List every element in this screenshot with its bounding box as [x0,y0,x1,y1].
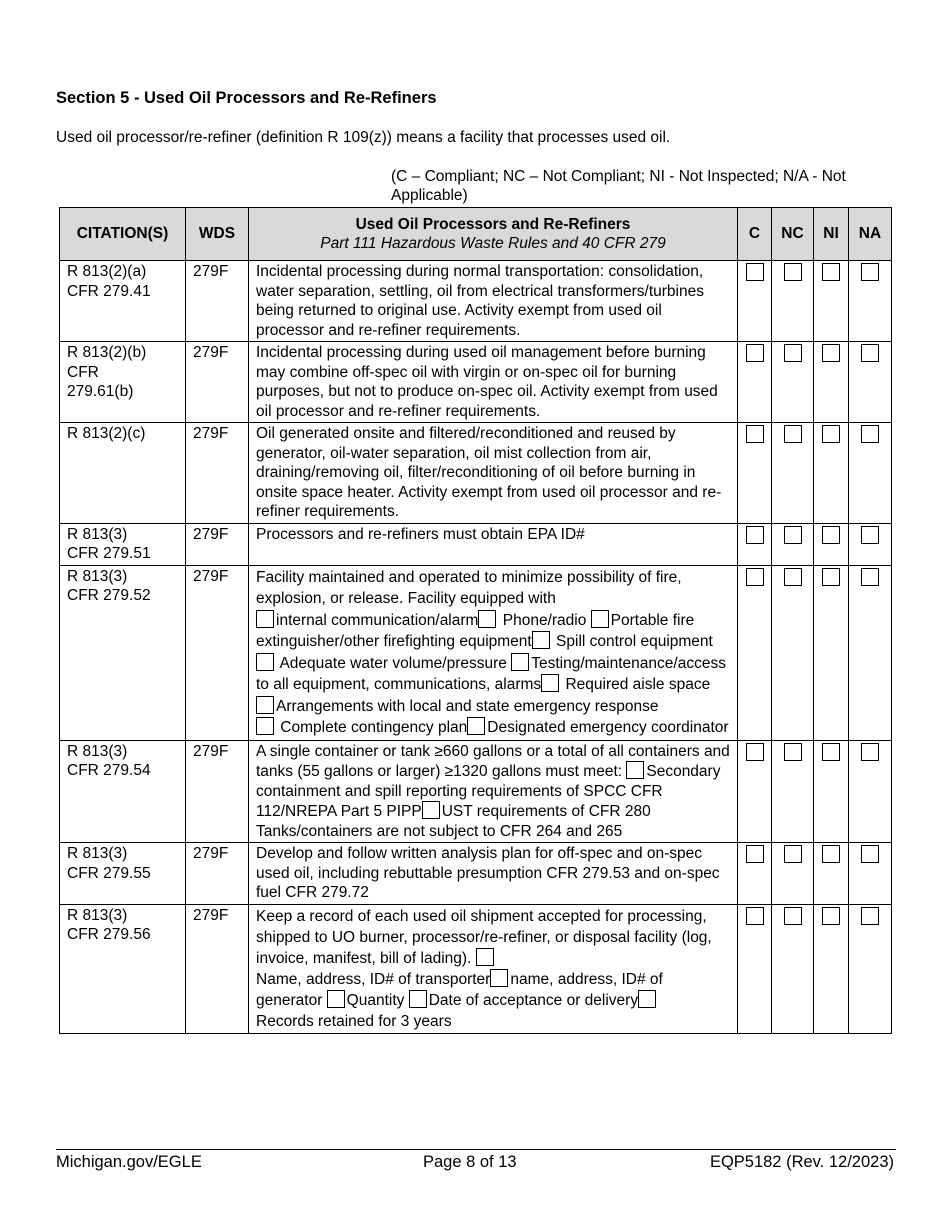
footer-form-id: EQP5182 (Rev. 12/2023) [709,1153,894,1171]
not-inspected-checkbox[interactable] [814,523,849,565]
not-inspected-checkbox[interactable] [814,904,849,1033]
coordinator-label: Designated emergency coordinator [487,719,729,736]
not-inspected-checkbox[interactable] [814,843,849,905]
phone-label: Phone/radio [498,611,591,629]
requirement-cell: Incidental processing during used oil management before burning may combine off-spec oil with virgin or on-spec oil for burning purposes, but not to produce on-spec oil. Activity exempt from used oil processor and re-refiner requirements. [249,342,738,423]
footer-website: Michigan.gov/EGLE [56,1153,202,1171]
not-compliant-checkbox[interactable] [772,423,814,524]
compliant-checkbox[interactable] [738,904,772,1033]
transporter-checkbox[interactable] [490,969,508,987]
not-compliant-checkbox[interactable] [772,843,814,905]
wds-cell: 279F [186,523,249,565]
legend-text: (C – Compliant; NC – Not Compliant; NI - Not Inspected; N/A - Not Applicable) [391,168,846,204]
table-row [60,261,892,342]
not-inspected-checkbox[interactable] [814,261,849,342]
citation-line: CFR 279.56 [67,926,151,943]
requirement-text: A single container or tank ≥660 gallons or a total of all containers and tanks (55 gallons or larger) ≥1320 gallons must meet: [256,742,730,780]
header-ni: NI [814,208,849,261]
header-na: NA [849,208,892,261]
citation-line: R 813(2)(a) [67,263,147,280]
contingency-plan-checkbox[interactable] [256,717,274,735]
ust-checkbox[interactable] [422,801,440,819]
compliant-checkbox[interactable] [738,523,772,565]
header-c: C [738,208,772,261]
not-applicable-checkbox[interactable] [849,423,892,524]
date-label: Date of acceptance or delivery [428,991,639,1009]
water-volume-label: Adequate water volume/pressure [276,654,512,672]
contingency-plan-label: Complete contingency plan [276,719,468,736]
wds-cell: 279F [186,843,249,905]
wds-cell: 279F [186,565,249,740]
definition-text: Used oil processor/re-refiner (definition R 109(z)) means a facility that processes used oil. [56,129,671,146]
table-row [60,342,892,423]
section-title: Section 5 - Used Oil Processors and Re-Refiners [56,89,437,107]
requirement-cell: Oil generated onsite and filtered/reconditioned and reused by generator, oil-water separation, oil mist collection from air, draining/removing oil, filter/reconditioning of oil before burning in onsite space heater. Activity exempt from used oil processor and re-refiner requirements. [249,423,738,524]
spill-control-checkbox[interactable] [532,631,550,649]
citation-line: R 813(3) [67,567,128,585]
table-row [60,740,892,843]
spill-control-label: Spill control equipment [551,633,713,650]
emergency-arrangements-label: Arrangements with local and state emergency response [276,697,659,715]
not-inspected-checkbox[interactable] [814,423,849,524]
ust-label: UST requirements of CFR 280 Tanks/containers are not subject to CFR 264 and 265 [256,803,651,840]
emergency-arrangements-checkbox[interactable] [256,696,274,714]
citation-line: CFR 279.54 [67,762,151,779]
wds-cell: 279F [186,904,249,1033]
compliant-checkbox[interactable] [738,843,772,905]
header-wds: WDS [186,208,249,261]
not-applicable-checkbox[interactable] [849,565,892,740]
aisle-space-checkbox[interactable] [541,674,559,692]
compliance-table [59,207,892,1034]
table-row [60,843,892,905]
testing-checkbox[interactable] [511,653,529,671]
citation-line: R 813(2)(c) [67,425,146,442]
not-inspected-checkbox[interactable] [814,342,849,423]
requirement-cell: Incidental processing during normal transportation: consolidation, water separation, settling, oil from electrical transformers/turbines being returned to original use. Activity exempt from used oil processor and re-refiner requirements. [249,261,738,342]
header-subtitle: Part 111 Hazardous Waste Rules and 40 CFR 279 [320,235,666,252]
header-title-text: Used Oil Processors and Re-Refiners [355,215,631,233]
secondary-containment-checkbox[interactable] [626,761,644,779]
citation-line: CFR 279.51 [67,545,151,562]
citation-line: CFR [67,363,99,381]
footer-divider [56,1149,896,1150]
citation-line: R 813(3) [67,906,128,924]
alarm-label: internal communication/alarm [276,611,479,629]
wds-cell: 279F [186,342,249,423]
compliant-checkbox[interactable] [738,565,772,740]
citation-line: R 813(3) [67,845,128,862]
citation-cell [60,843,186,905]
not-applicable-checkbox[interactable] [849,523,892,565]
requirement-cell: Develop and follow written analysis plan for off-spec and on-spec used oil, including rebuttable presumption CFR 279.53 and on-spec fuel CFR 279.72 [249,843,738,905]
citation-line: R 813(3) [67,742,128,760]
citation-line: R 813(3) [67,525,128,543]
compliant-checkbox[interactable] [738,740,772,843]
wds-cell: 279F [186,740,249,843]
header-citation: CITATION(S) [60,208,186,261]
table-header-row [60,208,892,261]
table-row [60,423,892,524]
records-label: Records retained for 3 years [256,1012,452,1030]
wds-cell: 279F [186,261,249,342]
citation-line: 279.61(b) [67,383,134,400]
citation-cell [60,904,186,1033]
date-checkbox[interactable] [638,990,656,1008]
requirement-cell [249,740,738,843]
quantity-label: Quantity [346,991,409,1009]
citation-line: R 813(2)(b) [67,344,147,361]
table-row [60,904,892,1033]
requirement-text: Keep a record of each used oil shipment accepted for processing, shipped to UO burner, processor/re-refiner, or disposal facility (log, invoice, manifest, bill of lading). [256,907,712,967]
requirement-cell [249,565,738,740]
header-title [249,208,738,261]
secondary-containment-label: Secondary containment and spill reporting requirements of SPCC CFR 112/NREPA Part 5 PIPP [256,763,721,820]
citation-line: CFR 279.55 [67,864,151,882]
log-checkbox[interactable] [476,948,494,966]
citation-line: CFR 279.52 [67,587,151,604]
not-compliant-checkbox[interactable] [772,904,814,1033]
generator-checkbox[interactable] [327,990,345,1008]
not-applicable-checkbox[interactable] [849,261,892,342]
aisle-space-label: Required aisle space [561,676,711,693]
not-compliant-checkbox[interactable] [772,740,814,843]
not-applicable-checkbox[interactable] [849,904,892,1033]
citation-cell [60,523,186,565]
citation-cell [60,565,186,740]
quantity-checkbox[interactable] [409,990,427,1008]
wds-cell: 279F [186,423,249,524]
citation-cell [60,423,186,524]
generator-label: name, address, ID# of generator [256,970,663,1009]
not-compliant-checkbox[interactable] [772,342,814,423]
extinguisher-checkbox[interactable] [591,610,609,628]
table-row [60,523,892,565]
not-compliant-checkbox[interactable] [772,261,814,342]
not-inspected-checkbox[interactable] [814,565,849,740]
citation-line: CFR 279.41 [67,282,151,300]
coordinator-checkbox[interactable] [467,717,485,735]
requirement-cell [249,904,738,1033]
extinguisher-label: Portable fire extinguisher/other firefighting equipment [256,611,695,650]
water-volume-checkbox[interactable] [256,653,274,671]
footer-page-number: Page 8 of 13 [423,1153,517,1171]
alarm-checkbox[interactable] [256,610,274,628]
phone-checkbox[interactable] [478,610,496,628]
header-nc: NC [772,208,814,261]
citation-cell [60,740,186,843]
requirement-cell: Processors and re-refiners must obtain EPA ID# [249,523,738,565]
compliant-checkbox[interactable] [738,423,772,524]
citation-cell [60,261,186,342]
testing-label: Testing/maintenance/access to all equipment, communications, alarms [256,654,726,693]
not-compliant-checkbox[interactable] [772,523,814,565]
not-applicable-checkbox[interactable] [849,342,892,423]
not-applicable-checkbox[interactable] [849,843,892,905]
citation-cell [60,342,186,423]
not-inspected-checkbox[interactable] [814,740,849,843]
table-row [60,565,892,740]
compliant-checkbox[interactable] [738,342,772,423]
not-applicable-checkbox[interactable] [849,740,892,843]
transporter-label: Name, address, ID# of transporter [256,970,491,988]
not-compliant-checkbox[interactable] [772,565,814,740]
requirement-intro: Facility maintained and operated to minimize possibility of fire, explosion, or release. Facility equipped with [256,568,682,607]
compliant-checkbox[interactable] [738,261,772,342]
